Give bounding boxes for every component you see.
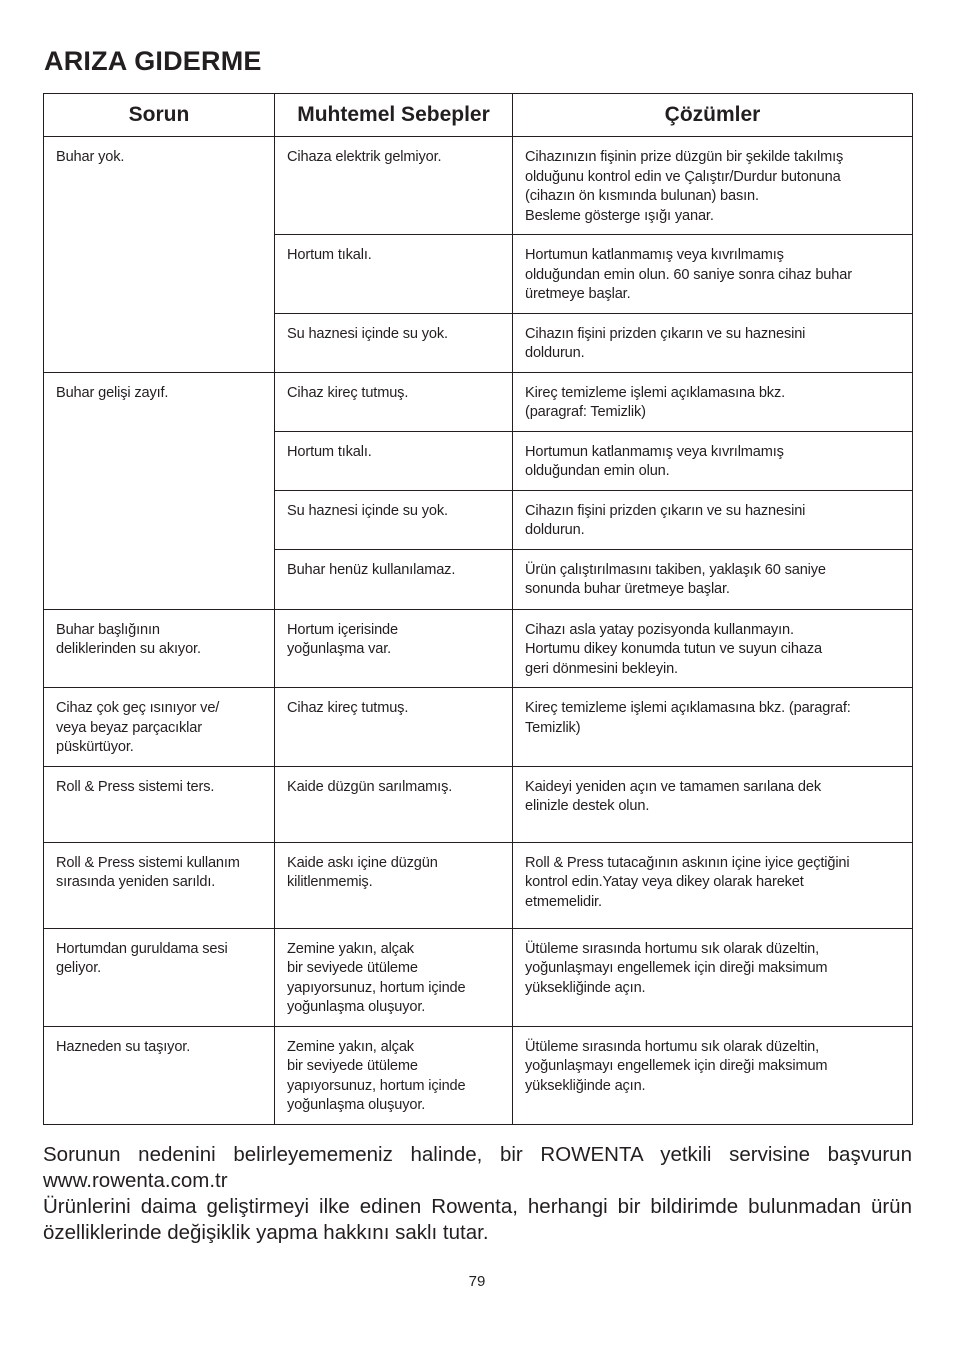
solution-cell: Ütüleme sırasında hortumu sık olarak düzeltin, yoğunlaşmayı engellemek için direği maksimum yüksekliğinde açın. <box>513 1026 913 1124</box>
cause-cell: Cihaz kireç tutmuş. <box>275 372 513 431</box>
footer-disclaimer: Ürünlerini daima geliştirmeyi ilke edinen Rowenta, herhangi bir bildirimde bulunmadan ürün özelliklerinde değişiklik yapma hakkını saklı tutar. <box>43 1195 912 1244</box>
troubleshooting-table <box>43 93 913 1125</box>
problem-cell: Hazneden su taşıyor. <box>44 1026 275 1124</box>
solution-cell: Hortumun katlanmamış veya kıvrılmamış olduğundan emin olun. <box>513 431 913 490</box>
solution-cell: Kaideyi yeniden açın ve tamamen sarılana dek elinizle destek olun. <box>513 766 913 842</box>
table-row <box>44 137 913 235</box>
solution-cell: Kireç temizleme işlemi açıklamasına bkz. (paragraf: Temizlik) <box>513 372 913 431</box>
table-row <box>44 842 913 928</box>
table-row <box>44 609 913 688</box>
solution-cell: Ütüleme sırasında hortumu sık olarak düzeltin, yoğunlaşmayı engellemek için direği maksimum yüksekliğinde açın. <box>513 928 913 1026</box>
cause-cell: Hortum tıkalı. <box>275 431 513 490</box>
solution-cell: Ürün çalıştırılmasını takiben, yaklaşık 60 saniye sonunda buhar üretmeye başlar. <box>513 549 913 609</box>
cause-cell: Buhar henüz kullanılamaz. <box>275 549 513 609</box>
footer-service-note: Sorunun nedenini belirleyememeniz halinde, bir ROWENTA yetkili servisine başvurun <box>43 1143 912 1166</box>
problem-cell: Buhar gelişi zayıf. <box>44 372 275 609</box>
cause-cell: Cihaza elektrik gelmiyor. <box>275 137 513 235</box>
problem-cell: Roll & Press sistemi ters. <box>44 766 275 842</box>
page-title: ARIZA GIDERME <box>44 46 262 76</box>
solution-cell: Cihazı asla yatay pozisyonda kullanmayın. Hortumu dikey konumda tutun ve suyun cihaza geri dönmesini bekleyin. <box>513 609 913 688</box>
cause-cell: Zemine yakın, alçak bir seviyede ütüleme yapıyorsunuz, hortum içinde yoğunlaşma oluşuyor. <box>275 1026 513 1124</box>
table-header-row <box>44 94 913 137</box>
solution-cell: Hortumun katlanmamış veya kıvrılmamış olduğundan emin olun. 60 saniye sonra cihaz buhar üretmeye başlar. <box>513 235 913 314</box>
cause-cell: Su haznesi içinde su yok. <box>275 313 513 372</box>
problem-cell: Cihaz çok geç ısınıyor ve/ veya beyaz parçacıklar püskürtüyor. <box>44 688 275 767</box>
table-row <box>44 928 913 1026</box>
page-number: 79 <box>468 1273 486 1290</box>
cause-cell: Kaide düzgün sarılmamış. <box>275 766 513 842</box>
header-problem: Sorun <box>44 94 275 137</box>
cause-cell: Hortum tıkalı. <box>275 235 513 314</box>
header-causes: Muhtemel Sebepler <box>275 94 513 137</box>
problem-cell: Hortumdan guruldama sesi geliyor. <box>44 928 275 1026</box>
cause-cell: Kaide askı içine düzgün kilitlenmemiş. <box>275 842 513 928</box>
solution-cell: Kireç temizleme işlemi açıklamasına bkz. (paragraf: Temizlik) <box>513 688 913 767</box>
solution-cell: Cihazın fişini prizden çıkarın ve su haznesini doldurun. <box>513 313 913 372</box>
solution-cell: Cihazınızın fişinin prize düzgün bir şekilde takılmış olduğunu kontrol edin ve Çalıştır/Durdur butonuna (cihazın ön kısmında bulunan) basın. Besleme gösterge ışığı yanar. <box>513 137 913 235</box>
table-body <box>44 137 913 1125</box>
cause-cell: Cihaz kireç tutmuş. <box>275 688 513 767</box>
footer-text <box>43 1142 912 1246</box>
problem-cell: Roll & Press sistemi kullanım sırasında yeniden sarıldı. <box>44 842 275 928</box>
solution-cell: Roll & Press tutacağının askının içine iyice geçtiğini kontrol edin.Yatay veya dikey olarak hareket etmemelidir. <box>513 842 913 928</box>
problem-cell: Buhar başlığının deliklerinden su akıyor. <box>44 609 275 688</box>
footer-website: www.rowenta.com.tr <box>43 1169 228 1192</box>
table-row <box>44 372 913 431</box>
cause-cell: Su haznesi içinde su yok. <box>275 490 513 549</box>
table-row <box>44 1026 913 1124</box>
problem-cell: Buhar yok. <box>44 137 275 373</box>
table-row <box>44 688 913 767</box>
solution-cell: Cihazın fişini prizden çıkarın ve su haznesini doldurun. <box>513 490 913 549</box>
header-solutions: Çözümler <box>513 94 913 137</box>
cause-cell: Hortum içerisinde yoğunlaşma var. <box>275 609 513 688</box>
table-row <box>44 766 913 842</box>
cause-cell: Zemine yakın, alçak bir seviyede ütüleme yapıyorsunuz, hortum içinde yoğunlaşma oluşuyor. <box>275 928 513 1026</box>
